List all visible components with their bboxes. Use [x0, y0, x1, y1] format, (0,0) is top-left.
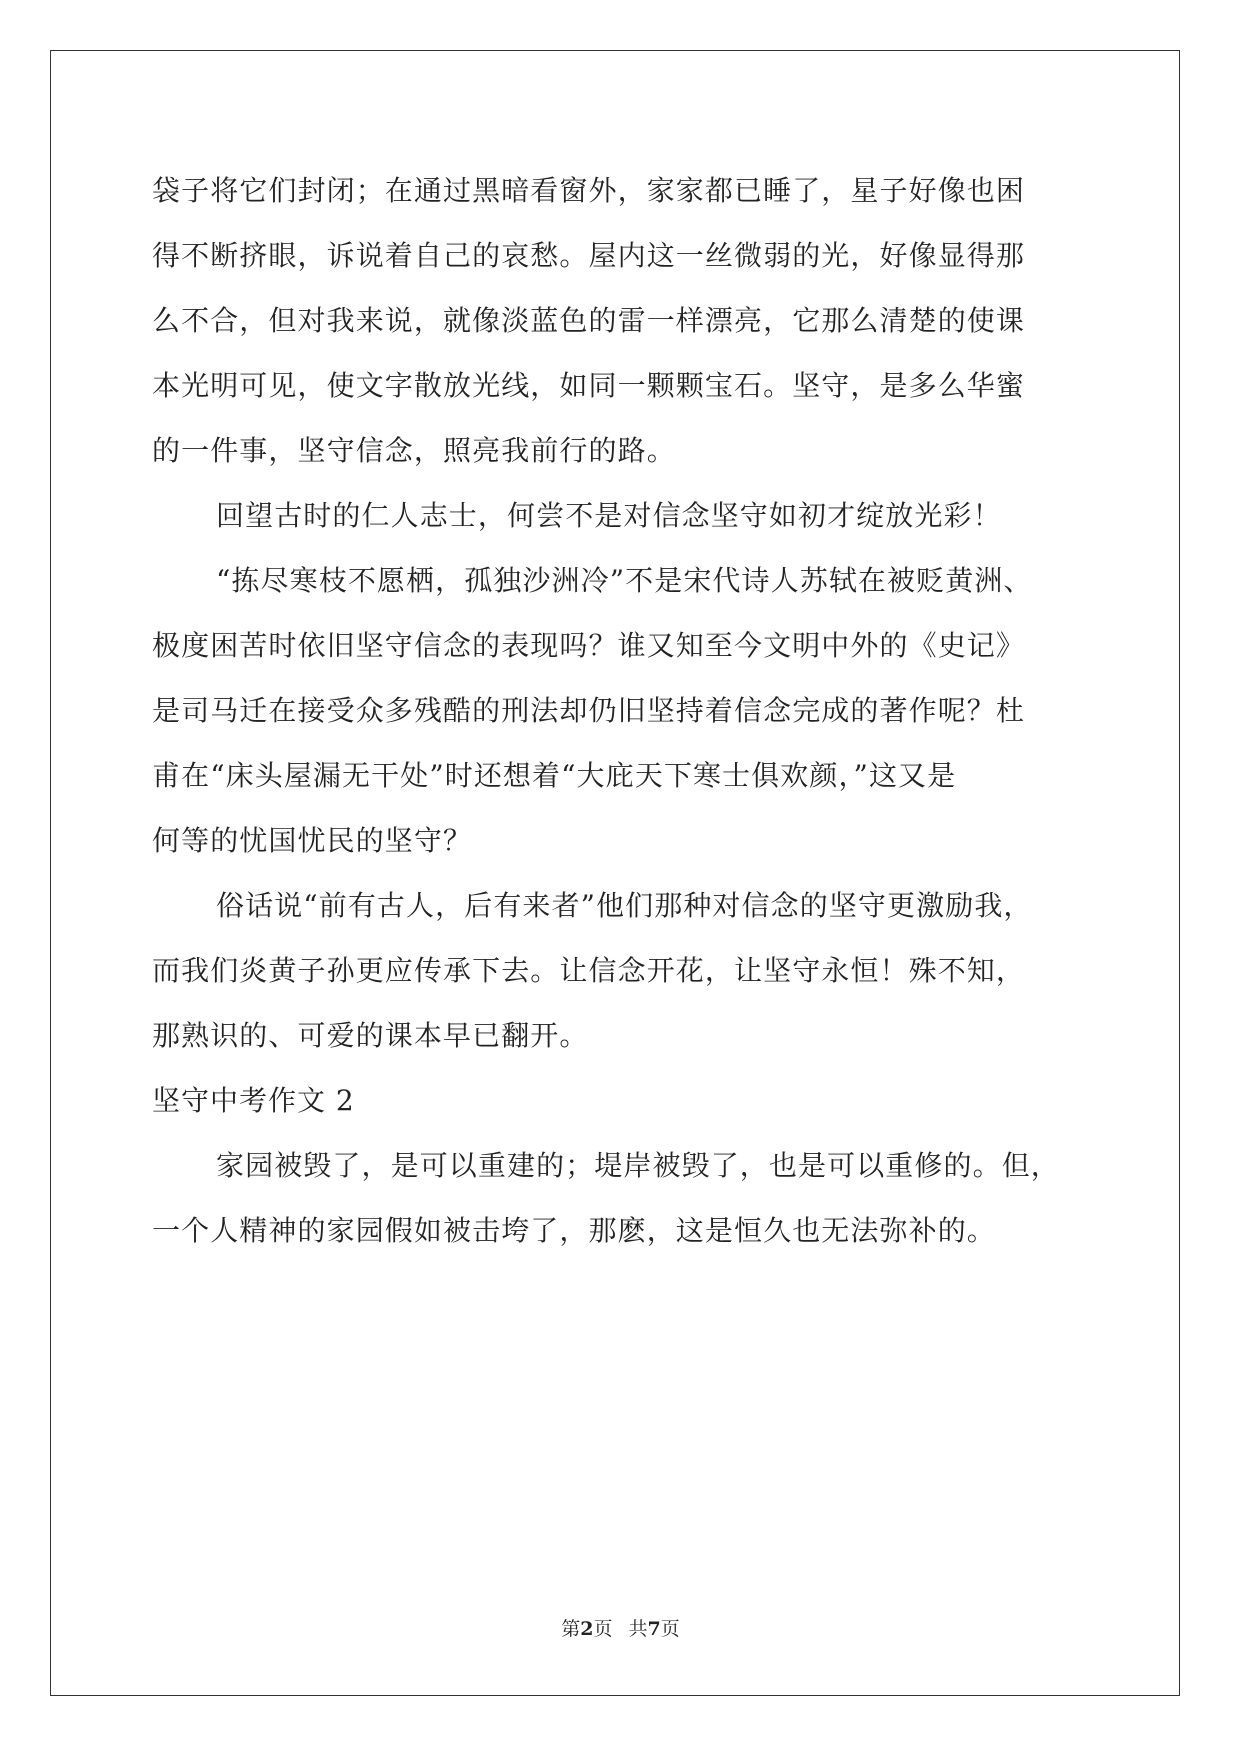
paragraph-line: 极度困苦时依旧坚守信念的表现吗？谁又知至今文明中外的《史记》 [152, 629, 1026, 662]
paragraph-line: “拣尽寒枝不愿栖，孤独沙洲冷”不是宋代诗人苏轼在被贬黄洲、 [216, 564, 1033, 597]
paragraph-line: 那熟识的、可爱的课本早已翻开。 [152, 1019, 589, 1052]
page-prefix: 第 [561, 1618, 581, 1640]
paragraph-line: 俗话说“前有古人，后有来者”他们那种对信念的坚守更激励我， [216, 889, 1033, 922]
paragraph-line: 何等的忧国忧民的坚守？ [152, 824, 473, 857]
paragraph-line: 的一件事，坚守信念，照亮我前行的路。 [152, 434, 676, 467]
paragraph-line: 一个人精神的家园假如被击垮了，那麽，这是恒久也无法弥补的。 [152, 1214, 996, 1247]
paragraph-line: 么不合，但对我来说，就像淡蓝色的雷一样漂亮，它那么清楚的使课 [152, 304, 1026, 337]
page-footer [0, 1614, 1241, 1641]
paragraph-line: 而我们炎黄子孙更应传承下去。让信念开花，让坚守永恒！殊不知， [152, 954, 1026, 987]
paragraph-line: 家园被毁了，是可以重建的；堤岸被毁了，也是可以重修的。但， [216, 1149, 1060, 1182]
document-body [152, 158, 1092, 1263]
section-heading: 坚守中考作文 2 [152, 1084, 355, 1117]
paragraph-line: 本光明可见，使文字散放光线，如同一颗颗宝石。坚守，是多么华蜜 [152, 369, 1026, 402]
paragraph-line: 回望古时的仁人志士，何尝不是对信念坚守如初才绽放光彩！ [216, 499, 1002, 532]
page-mid: 页 [593, 1618, 613, 1640]
total-suffix: 页 [660, 1618, 680, 1640]
page-total-number: 7 [647, 1618, 661, 1640]
paragraph-line: 甫在“床头屋漏无干处”时还想着“大庇天下寒士俱欢颜，”这又是 [152, 759, 957, 792]
page-current-number: 2 [580, 1618, 594, 1640]
paragraph-line: 得不断挤眼，诉说着自己的哀愁。屋内这一丝微弱的光，好像显得那 [152, 239, 1026, 272]
paragraph-line: 袋子将它们封闭；在通过黑暗看窗外，家家都已睡了，星子好像也困 [152, 174, 1026, 207]
paragraph-line: 是司马迁在接受众多残酷的刑法却仍旧坚持着信念完成的著作呢？杜 [152, 694, 1026, 727]
total-prefix: 共 [628, 1618, 648, 1640]
